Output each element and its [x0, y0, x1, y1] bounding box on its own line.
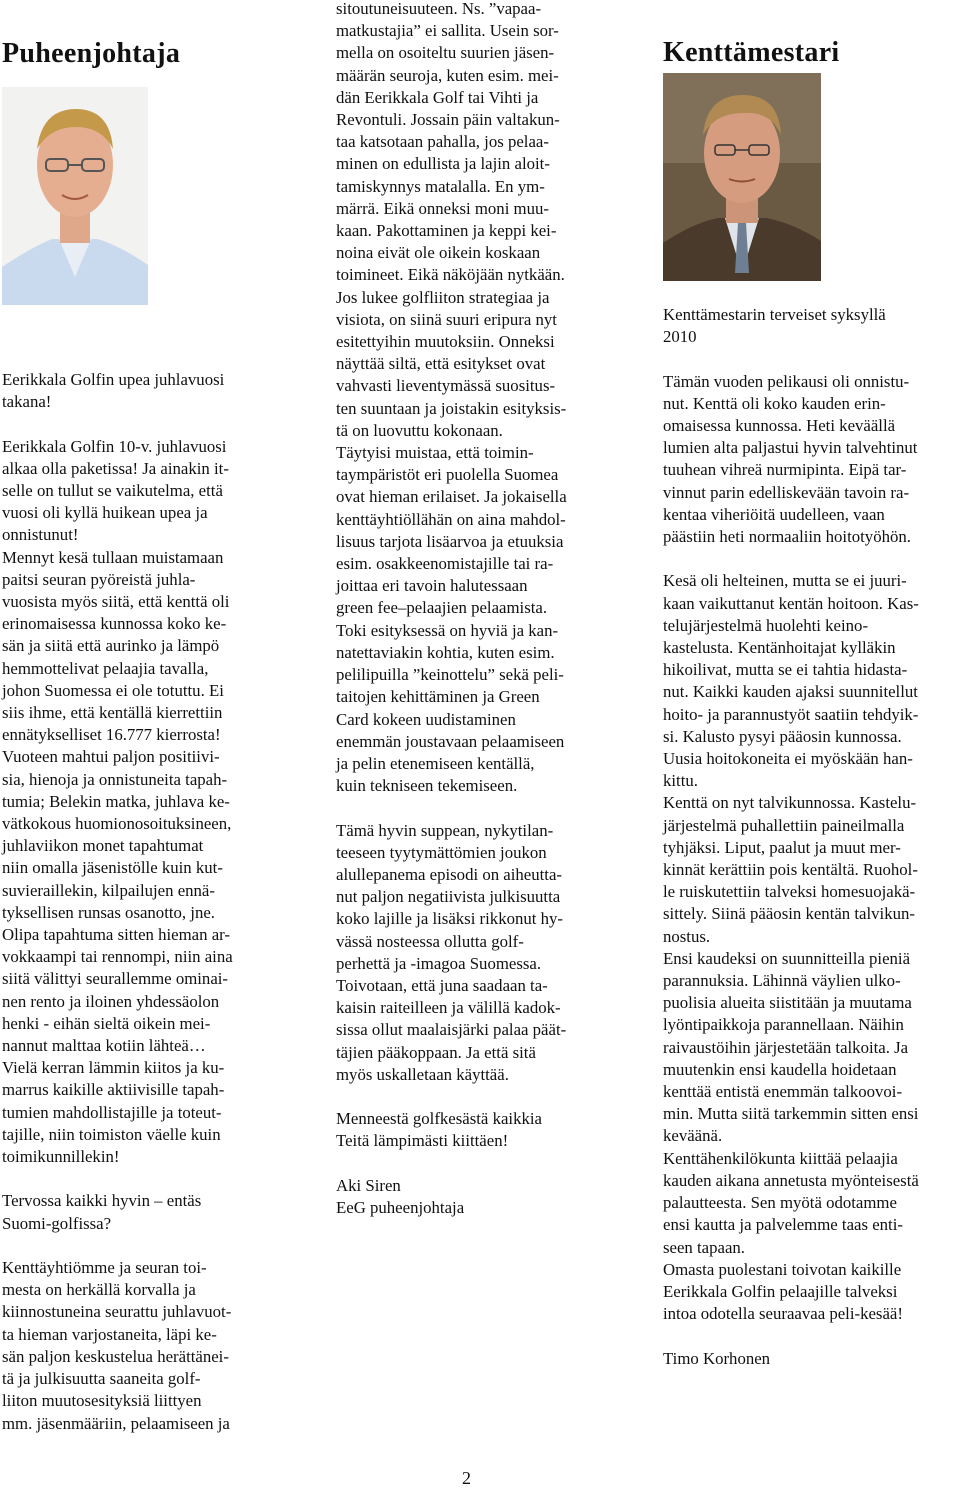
paragraph-gap — [663, 348, 958, 370]
text-line: erinomaisessa kunnossa koko ke- — [2, 614, 227, 634]
text-line: puolisia alueita siistitään ja muutama — [663, 993, 912, 1013]
text-line: taa katsotaan pahalla, jos pelaa- — [336, 132, 549, 152]
text-line: määrän seuroja, kuten esim. mei- — [336, 65, 559, 85]
chairman-heading: Puheenjohtaja — [2, 38, 181, 69]
text-line: tamiskynnys matalalla. En ym- — [336, 176, 545, 196]
text-line: esitettyihin muutoksiin. Onneksi — [336, 332, 555, 352]
text-line: myös uskalletaan käyttää. — [336, 1064, 509, 1084]
greenkeeper-portrait-image — [663, 73, 821, 281]
text-line: juhlaviikon monet tapahtumat — [2, 836, 204, 856]
text-line: onnistunut! — [2, 525, 79, 545]
text-line: Tämän vuoden pelikausi oli onnistu- — [663, 371, 910, 391]
text-line: nut. Kaikki kauden ajaksi suunnitellut — [663, 682, 918, 702]
text-line: parannuksia. Lähinnä väylien ulko- — [663, 971, 901, 991]
text-line: nostus. — [663, 926, 711, 946]
paragraph-gap — [663, 548, 958, 570]
text-line: niin omalla jäsenistölle kuin kut- — [2, 858, 223, 878]
text-line: sitoutuneisuuteen. Ns. ”vapaa- — [336, 0, 542, 18]
text-line: kinnät kerättiin pois kentältä. Ruohol- — [663, 860, 918, 880]
text-line: tyhjäksi. Liput, paalut ja muut mer- — [663, 837, 901, 857]
text-line: hemmottelivat pelaajia tavalla, — [2, 658, 209, 678]
text-line: Kenttähenkilökunta kiittää pelaajia — [663, 1148, 898, 1168]
text-line: matkustajia” ei sallita. Usein sor- — [336, 21, 559, 41]
text-line: intoa odotella seuraavaa peli-kesää! — [663, 1304, 903, 1324]
text-line: Teitä lämpimästi kiittäen! — [336, 1131, 509, 1151]
text-line: minen on edullista ja lajin aloit- — [336, 154, 550, 174]
text-line: joittaa eri tavoin halutessaan — [336, 576, 528, 596]
text-line: kaan. Pakottaminen ja keppi kei- — [336, 221, 557, 241]
text-line: hikoilivat, mutta se ei tahtia hidasta- — [663, 660, 908, 680]
text-line: kastelusta. Kentänhoitajat kylläkin — [663, 638, 896, 658]
text-line: esim. osakkeenomistajille tai ra- — [336, 554, 554, 574]
text-line: enemmän joustavaan pelaamiseen — [336, 731, 565, 751]
text-line: mella on osoiteltu suurien jäsen- — [336, 43, 555, 63]
text-line: vokkaampi tai rennompi, niin aina — [2, 947, 233, 967]
text-line: Olipa tapahtuma sitten hieman ar- — [2, 925, 230, 945]
greenkeeper-article-text — [663, 304, 958, 1370]
text-line: EeG puheenjohtaja — [336, 1197, 465, 1217]
text-line: kaisin raiteilleen ja välillä kadok- — [336, 998, 561, 1018]
text-line: tuuhean vihreä nurmipinta. Eipä tar- — [663, 460, 907, 480]
text-line: Vielä kerran lämmin kiitos ja ku- — [2, 1058, 225, 1078]
text-line: Eerikkala Golfin pelaajille talveksi — [663, 1281, 898, 1301]
text-line: mm. jäsenmääriin, pelaamiseen ja — [2, 1413, 230, 1433]
text-line: taympäristöt eri puolella Suomea — [336, 465, 559, 485]
column-chairman — [2, 0, 272, 1435]
text-line: johon Suomessa ei ole totuttu. Ei — [2, 680, 224, 700]
text-line: pelilipuilla ”keinottelu” sekä peli- — [336, 665, 564, 685]
text-line: toimikunnillekin! — [2, 1147, 120, 1167]
text-line: Eerikkala Golfin upea juhlavuosi — [2, 370, 225, 389]
text-line: ennätykselliset 16.777 kierrosta! — [2, 725, 221, 745]
text-line: sissa ollut maalaisjärki palaa päät- — [336, 1020, 567, 1040]
text-line: 2010 — [663, 327, 697, 347]
text-line: tyksellisen runsas osanotto, jne. — [2, 902, 216, 922]
text-line: Uusia hoitokoneita ei myöskään han- — [663, 749, 913, 769]
text-line: Menneestä golfkesästä kaikkia — [336, 1109, 542, 1129]
paragraph-gap — [336, 1086, 626, 1108]
paragraph-gap — [336, 797, 626, 819]
text-line: sia, hienoja ja onnistuneita tapah- — [2, 769, 228, 789]
text-line: nannut malttaa kotiin lähteä… — [2, 1036, 206, 1056]
text-line: min. Mutta siitä tarkemmin sitten ensi — [663, 1104, 919, 1124]
text-line: ja pelin etenemiseen kentällä, — [336, 753, 535, 773]
text-line: näyttää siltä, että esitykset ovat — [336, 354, 546, 374]
text-line: vahvasti lieventymässä suositus- — [336, 376, 556, 396]
text-line: taitojen kehittäminen ja Green — [336, 687, 540, 707]
text-line: Card kokeen uudistaminen — [336, 709, 516, 729]
text-line: mesta on herkällä korvalla ja — [2, 1280, 196, 1300]
text-line: Revontuli. Jossain päin valtakun- — [336, 110, 560, 130]
text-line: siitä välittyi seurallemme ominai- — [2, 969, 229, 989]
text-line: palautteesta. Sen myötä odotamme — [663, 1193, 897, 1213]
text-line: si. Kalusto pysyi pääosin kunnossa. — [663, 726, 902, 746]
text-line: seen tapaan. — [663, 1237, 745, 1257]
text-line: siis ihme, että kentällä kierrettiin — [2, 703, 223, 723]
text-line: raivaustöihin järjestetään talkoita. Ja — [663, 1037, 909, 1057]
text-line: kittu. — [663, 771, 698, 791]
text-line: lumien alta paljastui hyvin talvehtinut — [663, 438, 918, 458]
text-line: natettaviakin kohtia, kuten esim. — [336, 642, 555, 662]
text-line: täjien pääkoppaan. Ja että sitä — [336, 1042, 536, 1062]
text-line: ovat hieman erilaiset. Ja jokaisella — [336, 487, 567, 507]
text-line: liiton muutosesityksiä liittyen — [2, 1391, 202, 1411]
text-line: sittely. Siinä pääosin kentän talvikun- — [663, 904, 915, 924]
text-line: Täytyisi muistaa, että toimin- — [336, 443, 534, 463]
text-line: nen rento ja iloinen yhdessäolon — [2, 991, 220, 1011]
text-line: lisuus tarjota lisäarvoa ja etuuksia — [336, 531, 564, 551]
text-line: henki - eihän sieltä oikein mei- — [2, 1013, 211, 1033]
text-line: visiota, on siinä suuri eripura nyt — [336, 309, 557, 329]
text-line: perhettä ja -imagoa Suomessa. — [336, 953, 542, 973]
text-line: Kenttämestarin terveiset syksyllä — [663, 305, 886, 324]
column-chairman-continued — [336, 0, 626, 1219]
text-line: noina eivät ole oikein koskaan — [336, 243, 541, 263]
text-line: tumia; Belekin matka, juhlava ke- — [2, 791, 230, 811]
paragraph-gap — [2, 413, 272, 435]
text-line: Aki Siren — [336, 1175, 401, 1195]
chairman-portrait-image — [2, 87, 148, 305]
text-line: green fee–pelaajien pelaamista. — [336, 598, 548, 618]
text-line: omaisessa kunnossa. Heti keväällä — [663, 416, 896, 435]
text-line: Kesä oli helteinen, mutta se ei juuri- — [663, 571, 907, 591]
column-greenkeeper — [663, 0, 958, 1370]
text-line: kentaa viheriöitä uudelleen, vaan — [663, 504, 885, 524]
text-line: Ensi kaudeksi on suunnitteilla pieniä — [663, 948, 911, 968]
chairman-portrait-photo — [2, 87, 148, 305]
text-line: päästiin heti normaaliin hoitotyöhön. — [663, 527, 911, 547]
text-line: Toki esityksessä on hyviä ja kan- — [336, 620, 559, 640]
text-line: vässä nosteessa ollutta golf- — [336, 931, 524, 951]
chairman-article-text — [2, 369, 272, 1435]
text-line: kauden aikana annetusta myönteisestä — [663, 1170, 919, 1190]
text-line: suvieraillekin, kilpailujen ennä- — [2, 880, 215, 900]
text-line: vuosista myös siitä, että kenttä oli — [2, 592, 230, 612]
text-line: tajille, niin toimiston väelle kuin — [2, 1124, 221, 1144]
text-line: dän Eerikkala Golf tai Vihti ja — [336, 87, 539, 107]
greenkeeper-heading: Kenttämestari — [663, 37, 840, 68]
text-line: lyöntipaikkoja parannellaan. Näihin — [663, 1015, 904, 1035]
text-line: tä on luovuttu kokonaan. — [336, 420, 503, 440]
text-line: alullepanema episodi on aiheutta- — [336, 864, 562, 884]
text-line: keväänä. — [663, 1126, 723, 1146]
text-line: järjestelmä puhallettiin paineilmalla — [663, 815, 905, 835]
paragraph-gap — [336, 1153, 626, 1175]
text-line: telujärjestelmä huolehti keino- — [663, 615, 869, 635]
text-line: vätkokous huomionosoituksineen, — [2, 814, 232, 834]
text-line: Tämä hyvin suppean, nykytilan- — [336, 820, 554, 840]
text-line: Tervossa kaikki hyvin – entäs — [2, 1191, 202, 1211]
text-line: ensi kautta ja palvelemme taas enti- — [663, 1215, 903, 1235]
text-line: Toivotaan, että juna saadaan ta- — [336, 975, 548, 995]
text-line: le ruiskutettiin talveksi homesuojakä- — [663, 882, 916, 902]
text-line: nut paljon negatiivista julkisuutta — [336, 887, 561, 907]
text-line: ten suuntaan ja joistakin esityksis- — [336, 398, 567, 418]
text-line: alkaa olla paketissa! Ja ainakin it- — [2, 458, 229, 478]
text-line: nut. Kenttä oli koko kauden erin- — [663, 393, 886, 413]
text-line: kuin tekniseen tekemiseen. — [336, 776, 518, 796]
text-line: selle on tullut se vaikutelma, että — [2, 481, 223, 500]
text-line: teeseen tyytymättömien joukon — [336, 842, 547, 862]
text-line: tä ja julkisuutta saaneita golf- — [2, 1369, 201, 1389]
text-line: paitsi seuran pyöreistä juhla- — [2, 569, 196, 589]
text-line: toimineet. Eikä näköjään nytkään. — [336, 265, 565, 285]
text-line: kenttää entistä enemmän talkoovoi- — [663, 1082, 903, 1102]
text-line: kaan vaikuttanut kentän hoitoon. Kas- — [663, 593, 919, 613]
text-line: Kenttä on nyt talvikunnossa. Kastelu- — [663, 793, 917, 813]
text-line: vinnut parin edelliskevään tavoin ra- — [663, 482, 910, 502]
greenkeeper-portrait-photo — [663, 73, 821, 281]
text-line: sän ja siitä että aurinko ja lämpö — [2, 636, 220, 656]
text-line: märrä. Eikä onneksi moni muu- — [336, 198, 549, 218]
text-line: kenttäyhtiöllähän on aina mahdol- — [336, 509, 566, 529]
text-line: kiinnostuneina seurattu juhlavuot- — [2, 1302, 232, 1322]
text-line: Mennyt kesä tullaan muistamaan — [2, 547, 224, 567]
chairman-article-continued-text — [336, 0, 626, 1219]
text-line: koko lajille ja lisäksi rikkonut hy- — [336, 909, 563, 929]
text-line: hoito- ja parannustyöt saatiin tehdyik- — [663, 704, 919, 724]
text-line: takana! — [2, 392, 52, 412]
page-number: 2 — [462, 1468, 471, 1488]
text-line: Suomi-golfissa? — [2, 1213, 112, 1233]
text-line: Eerikkala Golfin 10-v. juhlavuosi — [2, 436, 227, 456]
text-line: sän paljon keskustelua herättänei- — [2, 1346, 229, 1366]
text-line: Jos lukee golfliiton strategiaa ja — [336, 287, 550, 307]
paragraph-gap — [2, 1168, 272, 1190]
paragraph-gap — [663, 1325, 958, 1347]
text-line: Timo Korhonen — [663, 1348, 771, 1368]
text-line: muutenkin ensi kaudella hoidetaan — [663, 1059, 897, 1079]
text-line: Kenttäyhtiömme ja seuran toi- — [2, 1258, 207, 1278]
text-line: ta hieman varjostaneita, läpi ke- — [2, 1324, 217, 1344]
text-line: Vuoteen mahtui paljon positiivi- — [2, 747, 220, 767]
text-line: vuosi oli kyllä huikean upea ja — [2, 503, 208, 523]
text-line: tumien mahdollistajille ja toteut- — [2, 1102, 222, 1122]
text-line: marrus kaikille aktiivisille tapah- — [2, 1080, 225, 1100]
paragraph-gap — [2, 1235, 272, 1257]
text-line: Omasta puolestani toivotan kaikille — [663, 1259, 902, 1279]
